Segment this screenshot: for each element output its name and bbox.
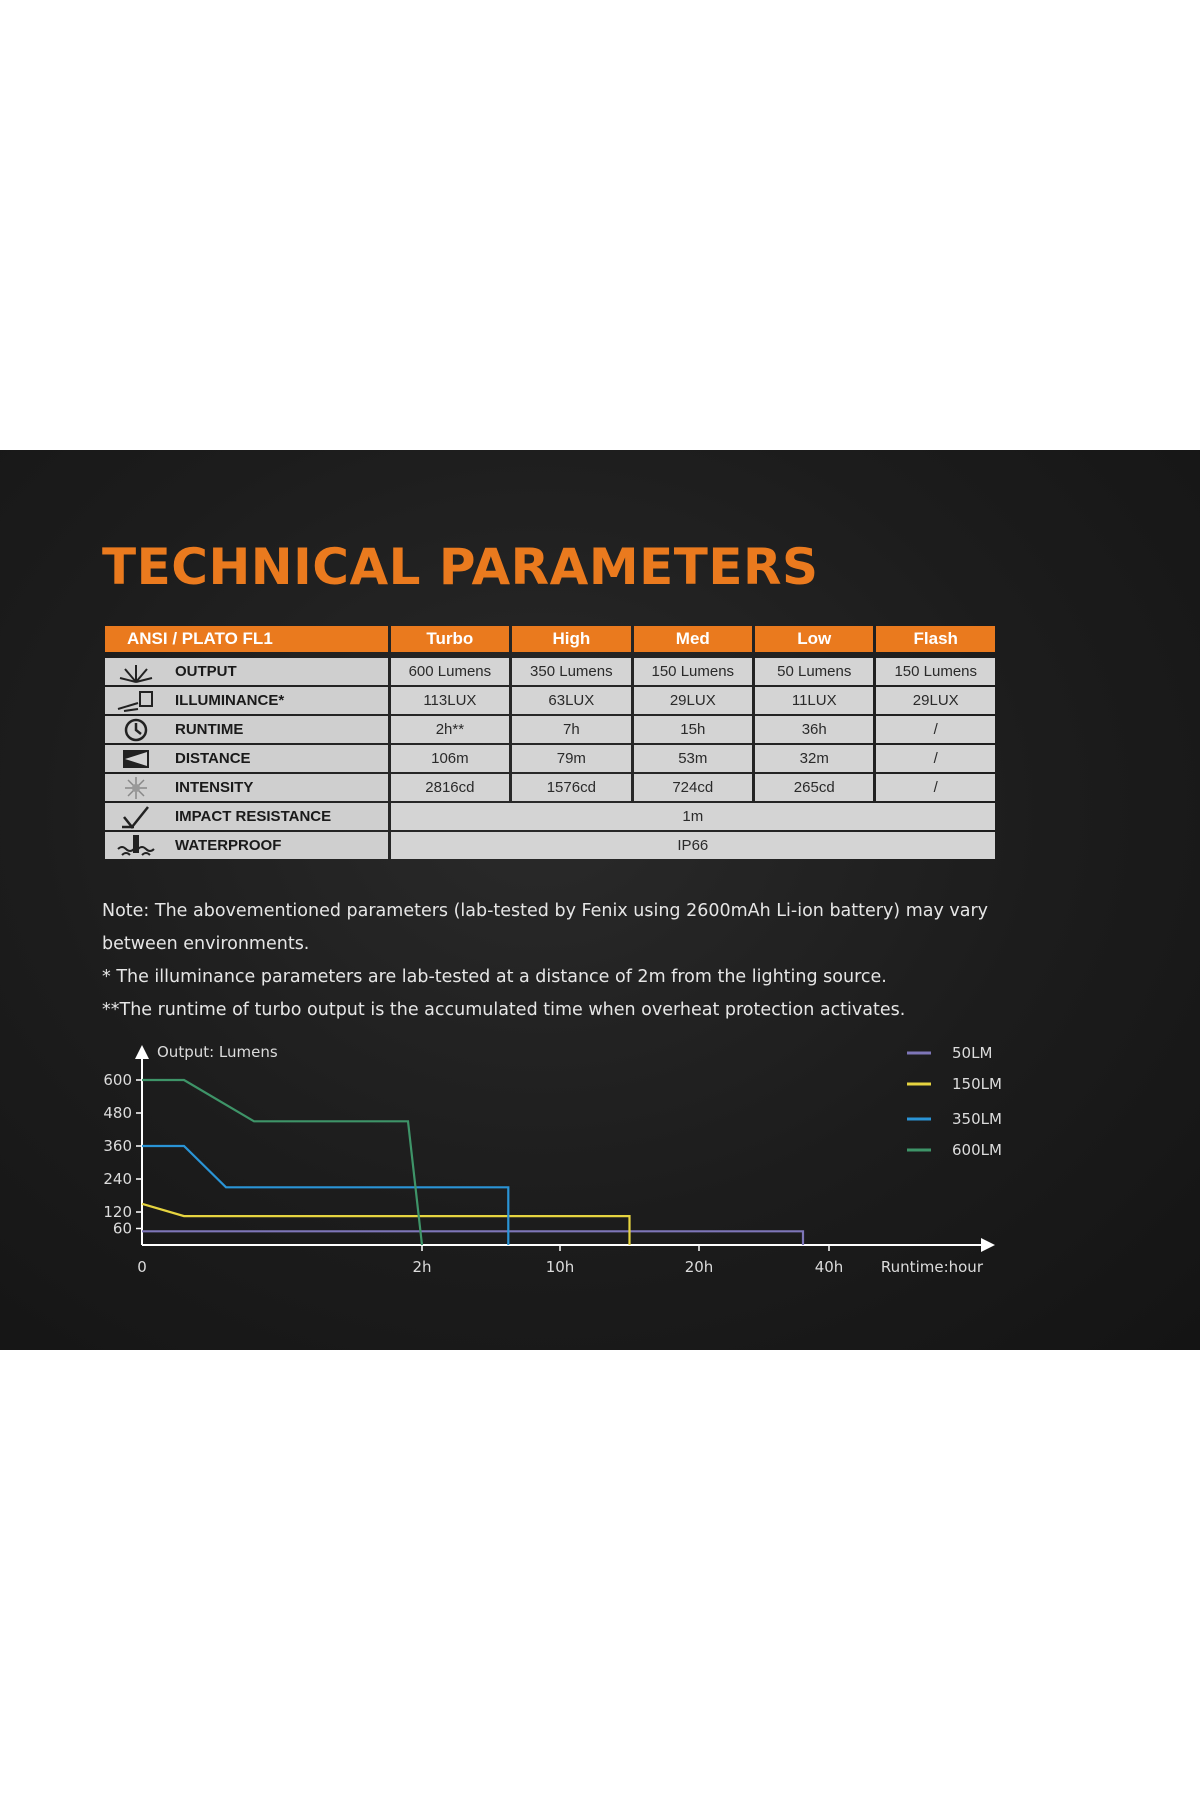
note-turbo-runtime: **The runtime of turbo output is the accumulated time when overheat protection activates.	[102, 1000, 906, 1020]
row-label-distance: DISTANCE	[175, 750, 251, 767]
cell-distance-flash: /	[876, 745, 995, 772]
row-label-runtime: RUNTIME	[175, 721, 244, 738]
cell-output-turbo: 600 Lumens	[391, 658, 509, 685]
cell-illuminance-high: 63LUX	[512, 687, 630, 714]
legend-label-350lm: 350LM	[952, 1110, 1002, 1128]
table-row-output	[105, 658, 995, 685]
y-tick-label: 120	[103, 1203, 132, 1221]
cell-runtime-med: 15h	[634, 716, 752, 743]
x-tick-label: 2h	[412, 1258, 432, 1276]
cell-runtime-turbo: 2h**	[391, 716, 509, 743]
series-line-350lm	[142, 1146, 508, 1245]
y-tick-label: 480	[103, 1104, 132, 1122]
legend-label-50lm: 50LM	[952, 1044, 993, 1062]
row-label-illuminance: ILLUMINANCE*	[175, 692, 285, 709]
series-line-150lm	[142, 1204, 630, 1245]
page-title: TECHNICAL PARAMETERS	[102, 538, 819, 596]
note-main: Note: The abovementioned parameters (lab-tested by Fenix using 2600mAh Li-ion battery) may vary between environments.	[102, 901, 989, 954]
distance-icon	[111, 745, 161, 772]
cell-runtime-flash: /	[876, 716, 995, 743]
table-row-waterproof	[105, 832, 995, 859]
row-label-output: OUTPUT	[175, 663, 237, 680]
table-row-impact	[105, 803, 995, 830]
table-corner-header: ANSI / PLATO FL1	[105, 626, 388, 652]
cell-intensity-low: 265cd	[755, 774, 873, 801]
series-line-50lm	[142, 1231, 803, 1245]
x-tick-label: 40h	[814, 1258, 844, 1276]
cell-output-med: 150 Lumens	[634, 658, 752, 685]
cell-illuminance-med: 29LUX	[634, 687, 752, 714]
cell-distance-high: 79m	[512, 745, 630, 772]
x-tick-label: 10h	[545, 1258, 575, 1276]
intensity-icon	[111, 774, 161, 801]
cell-illuminance-turbo: 113LUX	[391, 687, 509, 714]
mode-header-turbo: Turbo	[391, 626, 509, 652]
cell-intensity-high: 1576cd	[512, 774, 630, 801]
row-label-intensity: INTENSITY	[175, 779, 254, 796]
table-row-illuminance	[105, 687, 995, 714]
waterproof-icon	[111, 832, 161, 859]
y-tick-label: 600	[103, 1071, 132, 1089]
x-tick-label: 20h	[684, 1258, 714, 1276]
cell-intensity-flash: /	[876, 774, 995, 801]
y-axis-arrow	[135, 1045, 149, 1059]
x-axis-arrow	[981, 1238, 995, 1252]
mode-header-high: High	[512, 626, 630, 652]
output-icon	[111, 658, 161, 685]
x-axis-label: Runtime:hour	[880, 1258, 983, 1276]
cell-impact-value: 1m	[391, 803, 995, 830]
impact-icon	[111, 803, 161, 830]
mode-header-flash: Flash	[876, 626, 995, 652]
x-tick-label: 0	[137, 1258, 147, 1276]
runtime-chart	[95, 1035, 1015, 1285]
cell-intensity-turbo: 2816cd	[391, 774, 509, 801]
row-label-impact: IMPACT RESISTANCE	[175, 808, 332, 825]
table-row-distance	[105, 745, 995, 772]
cell-output-high: 350 Lumens	[512, 658, 630, 685]
cell-output-flash: 150 Lumens	[876, 658, 995, 685]
cell-waterproof-value: IP66	[391, 832, 995, 859]
runtime-icon	[111, 716, 161, 743]
cell-illuminance-flash: 29LUX	[876, 687, 995, 714]
mode-header-med: Med	[634, 626, 752, 652]
table-row-intensity	[105, 774, 995, 801]
cell-runtime-high: 7h	[512, 716, 630, 743]
table-header-row	[105, 626, 995, 652]
table-row-runtime	[105, 716, 995, 743]
cell-output-low: 50 Lumens	[755, 658, 873, 685]
cell-intensity-med: 724cd	[634, 774, 752, 801]
cell-distance-turbo: 106m	[391, 745, 509, 772]
y-tick-label: 60	[112, 1219, 132, 1238]
legend-label-150lm: 150LM	[952, 1075, 1002, 1093]
cell-runtime-low: 36h	[755, 716, 873, 743]
cell-distance-low: 32m	[755, 745, 873, 772]
y-tick-label: 360	[103, 1137, 132, 1155]
mode-header-low: Low	[755, 626, 873, 652]
illuminance-icon	[111, 687, 161, 714]
cell-distance-med: 53m	[634, 745, 752, 772]
cell-illuminance-low: 11LUX	[755, 687, 873, 714]
y-tick-label: 240	[103, 1170, 132, 1188]
series-line-600lm	[142, 1080, 422, 1245]
row-label-waterproof: WATERPROOF	[175, 837, 282, 854]
spec-table	[102, 624, 998, 861]
notes	[102, 895, 1002, 1027]
legend-label-600lm: 600LM	[952, 1141, 1002, 1159]
note-illuminance: * The illuminance parameters are lab-tested at a distance of 2m from the lighting source.	[102, 967, 887, 987]
y-axis-label: Output: Lumens	[157, 1043, 278, 1061]
